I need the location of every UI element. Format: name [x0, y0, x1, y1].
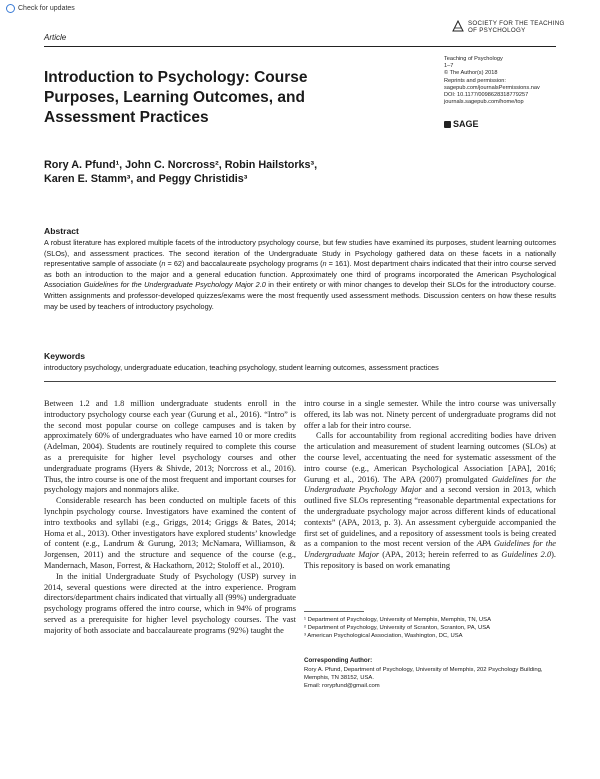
society-logo-icon	[452, 20, 464, 32]
header-divider	[44, 46, 556, 47]
corresponding-author-email[interactable]: Email: rorypfund@gmail.com	[304, 683, 380, 689]
keywords-text: introductory psychology, undergraduate education, teaching psychology, student learning outcomes, assessment practices	[44, 363, 439, 372]
author-list	[44, 158, 404, 186]
journal-logo	[452, 20, 565, 34]
authors-line-2: Karen E. Stamm³, and Peggy Christidis³	[44, 173, 248, 185]
page-range: 1–7	[444, 63, 454, 70]
copyright: © The Author(s) 2018	[444, 70, 498, 77]
authors-line-1: Rory A. Pfund¹, John C. Norcross², Robin Hailstorks³,	[44, 159, 318, 171]
body-paragraph: intro course in a single semester. While the intro course was universally offered, its lab was not. Ninety percent of undergraduate programs did not offer a lab for their intro course.	[304, 399, 556, 430]
body-paragraph: Between 1.2 and 1.8 million undergraduate students enroll in the introductory psychology course each year (Gurung et al., 2016). “Intro” is the second most popular course on college campuses and is taken by approximately 60% of undergraduates who have earned 10 or more credits (Adelman, 2004). Students are routinely required to complete this course as a prerequisite for higher level psychology courses and other undergraduate programs (Hyers & Shivde, 2013; Norcross et al., 2016). Thus, the intro course is one of the most frequent and important courses for psychology majors and nonmajors alike.	[44, 399, 296, 495]
publisher-logo	[444, 119, 479, 129]
permissions-link[interactable]: sagepub.com/journalsPermissions.nav	[444, 84, 540, 91]
footnote-divider	[304, 611, 364, 612]
journal-name-line1: SOCIETY FOR THE TEACHING	[468, 20, 565, 27]
check-updates-label: Check for updates	[18, 5, 75, 12]
keywords-heading: Keywords	[44, 351, 86, 361]
journal-home-link[interactable]: journals.sagepub.com/home/top	[444, 99, 524, 106]
body-column-right	[304, 399, 556, 572]
article-type-label: Article	[44, 33, 67, 42]
journal-name-line2: OF PSYCHOLOGY	[468, 27, 526, 34]
sage-logo-icon	[444, 121, 451, 128]
corresponding-author-address: Rory A. Pfund, Department of Psychology, University of Memphis, 202 Psychology Building, Memphis, TN 38152, USA.	[304, 667, 543, 681]
paper-title: Introduction to Psychology: Course Purposes, Learning Outcomes, and Assessment Practices	[44, 69, 308, 126]
body-paragraph: Considerable research has been conducted on multiple facets of this lynchpin psychology course. Investigators have examined the content of intro textbooks and syllabi (e.g., Griggs, 2014; Griggs & Bates, 2014; Homa et al., 2013). Other investigators have explored students’ knowledge of content (e.g., Landrum & Gurung, 2013; McNamara, Williamson, & Jorgensen, 2011) and the structure and sequence of the course (e.g., Mandernach, Mason, Forrest, & Hackathorn, 2012; Stoloff et al., 2010).	[44, 496, 296, 570]
keywords-divider	[44, 381, 556, 382]
body-column-left	[44, 399, 296, 637]
publisher-name: SAGE	[453, 119, 479, 129]
body-paragraph: Calls for accountability from regional accrediting bodies have driven the articulation and measurement of student learning outcomes (SLOs) at the course level, accentuating the need for systematic assessment of the intro course (e.g., American Psychological Association [APA], 2016; Gurung et al., 2016). The APA (2007) promulgated Guidelines for the Undergraduate Psychology Major and a second version in 2013, which outlined five SLOs representing “reasonable departmental expectations for the undergraduate psychology major across different kinds of educational contexts” (APA, 2013, p. 3). An assessment cyberguide accompanied the first set of guidelines, and a repository of assessment tools is being created as a companion to the most recent version of the APA Guidelines for the Undergraduate Major (APA, 2013; herein referred to as Guidelines 2.0). This repository is based on work emanating	[304, 431, 556, 570]
footnote-item: ² Department of Psychology, University of Scranton, Scranton, PA, USA	[304, 625, 491, 631]
journal-title: Teaching of Psychology	[444, 56, 503, 62]
reprints-label: Reprints and permission:	[444, 77, 506, 84]
corresponding-author-info	[304, 666, 556, 690]
publication-info	[444, 56, 574, 106]
check-updates-badge[interactable]	[6, 4, 75, 13]
corresponding-author-heading: Corresponding Author:	[304, 657, 373, 664]
footnote-item: ³ American Psychological Association, Washington, DC, USA	[304, 633, 463, 639]
abstract-text: A robust literature has explored multiple facets of the introductory psychology course, but few studies have examined its purposes, student learning outcomes (SLOs), and assessment practices. The second iteration of the Undergraduate Study in Psychology gathered data on these facets in a nationally representative sample of associate (n = 62) and baccalaureate psychology programs (n = 161). Most department chairs indicated that their intro course served as both an introduction to the major and a general education function. Approximately one third of programs incorporated the American Psychological Association Guidelines for the Undergraduate Psychology Major 2.0 in their entirety or with minor changes to develop their SLOs for the introductory course. Written assignments and professor-developed quizzes/exams were the most frequently used assessment methods. Discussion centers on how these results may be used by teachers of introductory psychology.	[44, 238, 557, 311]
abstract-heading: Abstract	[44, 226, 79, 236]
footnote-item: ¹ Department of Psychology, University of Memphis, Memphis, TN, USA	[304, 617, 492, 623]
check-updates-icon	[6, 4, 15, 13]
affiliation-footnotes	[304, 616, 556, 640]
body-paragraph: In the initial Undergraduate Study of Psychology (USP) survey in 2014, several questions were directed at the intro experience. Program directors/department chairs indicated that virtually all (99%) undergraduate psychology programs offered the intro course, which in 94% of programs served as a prerequisite for higher level psychology courses. The vast majority of both associate and baccalaureate programs (92%) taught the	[44, 571, 296, 635]
doi-link[interactable]: DOI: 10.1177/0098628318779257	[444, 92, 529, 99]
